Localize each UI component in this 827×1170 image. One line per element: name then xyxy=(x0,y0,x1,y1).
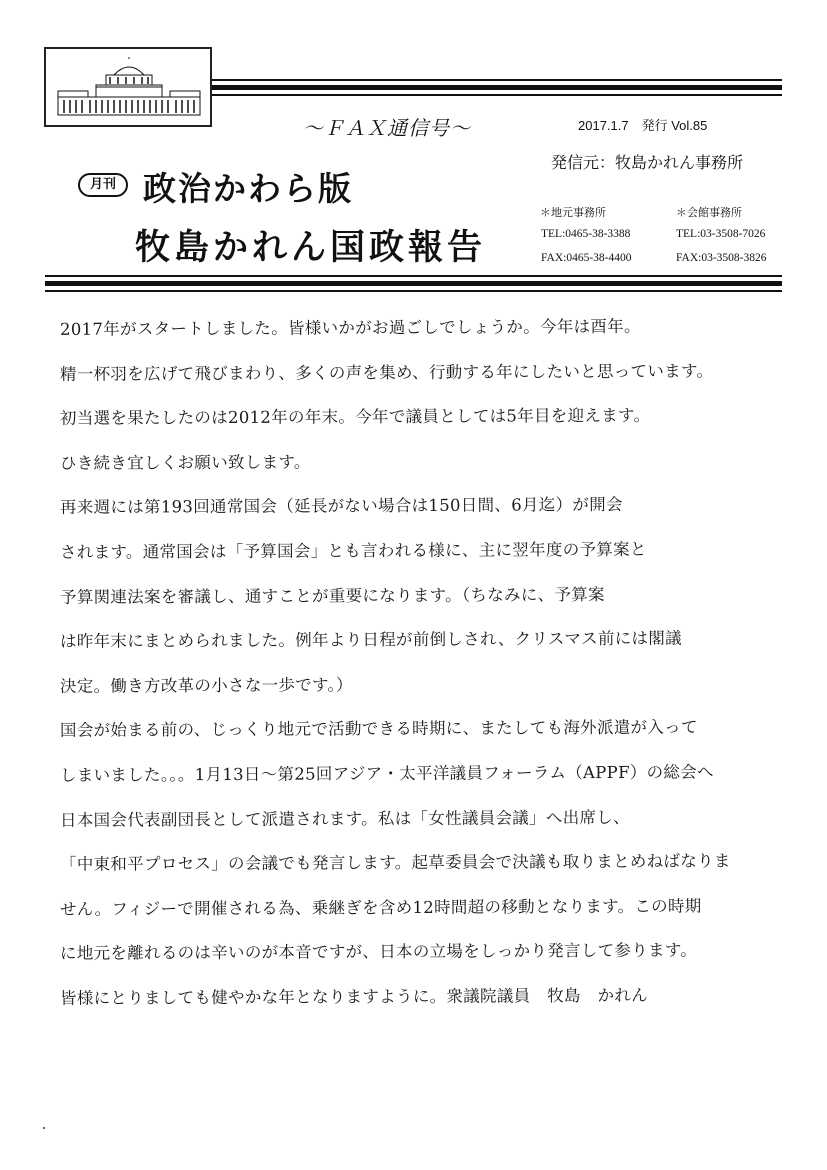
hall-office-label: ＊会館事務所 xyxy=(676,207,742,219)
newsletter-subtitle: 牧島かれん国政報告 xyxy=(135,228,487,268)
body-line: に地元を離れるのは辛いのが本音ですが、日本の立場をしっかり発言して参ります。 xyxy=(59,940,698,964)
body-line: 国会が始まる前の、じっくり地元で活動できる時期に、またしても海外派遣が入って xyxy=(59,717,698,741)
body-line: ひき続き宜しくお願い致します。 xyxy=(59,452,311,473)
local-office-fax: FAX:0465-38-4400 xyxy=(541,252,632,264)
body-line: 初当選を果たしたのは2012年の年末。今年で議員としては5年目を迎えます。 xyxy=(59,405,651,429)
body-rule-top xyxy=(45,275,782,277)
sender: 発信元：牧島かれん事務所 xyxy=(551,153,744,172)
body-line: は昨年末にまとめられました。例年より日程が前倒しされ、クリスマス前には閣議 xyxy=(59,628,682,652)
logo-box xyxy=(44,47,212,127)
hall-office-tel: TEL:03-3508-7026 xyxy=(676,228,766,240)
body-rule-low xyxy=(45,290,782,292)
body-line: されます。通常国会は「予算国会」とも言われる様に、主に翌年度の予算案と xyxy=(59,539,647,562)
body-line: 「中東和平プロセス」の会議でも発言します。起草委員会で決議も取りまとめねばなりま xyxy=(59,851,731,875)
header-rule-top xyxy=(212,79,782,81)
fax-title: ～ＦＡＸ通信号～ xyxy=(303,116,471,140)
diet-building-icon xyxy=(56,57,202,119)
body-line: 予算関連法案を審議し、通すことが重要になります。（ちなみに、予算案 xyxy=(59,584,605,607)
monthly-badge: 月刊 xyxy=(78,173,128,197)
handwritten-body xyxy=(60,306,780,1020)
hall-office-fax: FAX:03-3508-3826 xyxy=(676,252,767,264)
body-line: しまいました。。。1月13日〜第25回アジア・太平洋議員フォーラム（APPF）の総会へ xyxy=(59,762,714,785)
local-office-label: ＊地元事務所 xyxy=(540,207,606,219)
body-line: 日本国会代表副団長として派遣されます。私は「女性議員会議」へ出席し、 xyxy=(59,807,630,830)
newsletter-title: 政治かわら版 xyxy=(143,169,353,208)
header-rule-low xyxy=(212,94,782,96)
scan-dot xyxy=(43,1127,45,1129)
issue-info: 2017.1.7 発行 Vol.85 xyxy=(578,118,708,133)
body-line: 再来週には第193回通常国会（延長がない場合は150日間、6月迄）が開会 xyxy=(59,495,623,518)
body-rule-mid xyxy=(45,281,782,286)
header-rule-mid xyxy=(212,85,782,90)
body-line: 決定。働き方改革の小さな一歩です。） xyxy=(59,675,353,696)
body-line: せん。フィジーで開催される為、乗継ぎを含め12時間超の移動となります。この時期 xyxy=(59,896,702,919)
body-line: 精一杯羽を広げて飛びまわり、多くの声を集め、行動する年にしたいと思っています。 xyxy=(59,361,714,384)
local-office-tel: TEL:0465-38-3388 xyxy=(541,228,631,240)
body-line: 皆様にとりましても健やかな年となりますように。衆議院議員 牧島 かれん xyxy=(59,985,649,1008)
body-line: 2017年がスタートしました。皆様いかがお過ごしでしょうか。今年は酉年。 xyxy=(59,316,641,339)
